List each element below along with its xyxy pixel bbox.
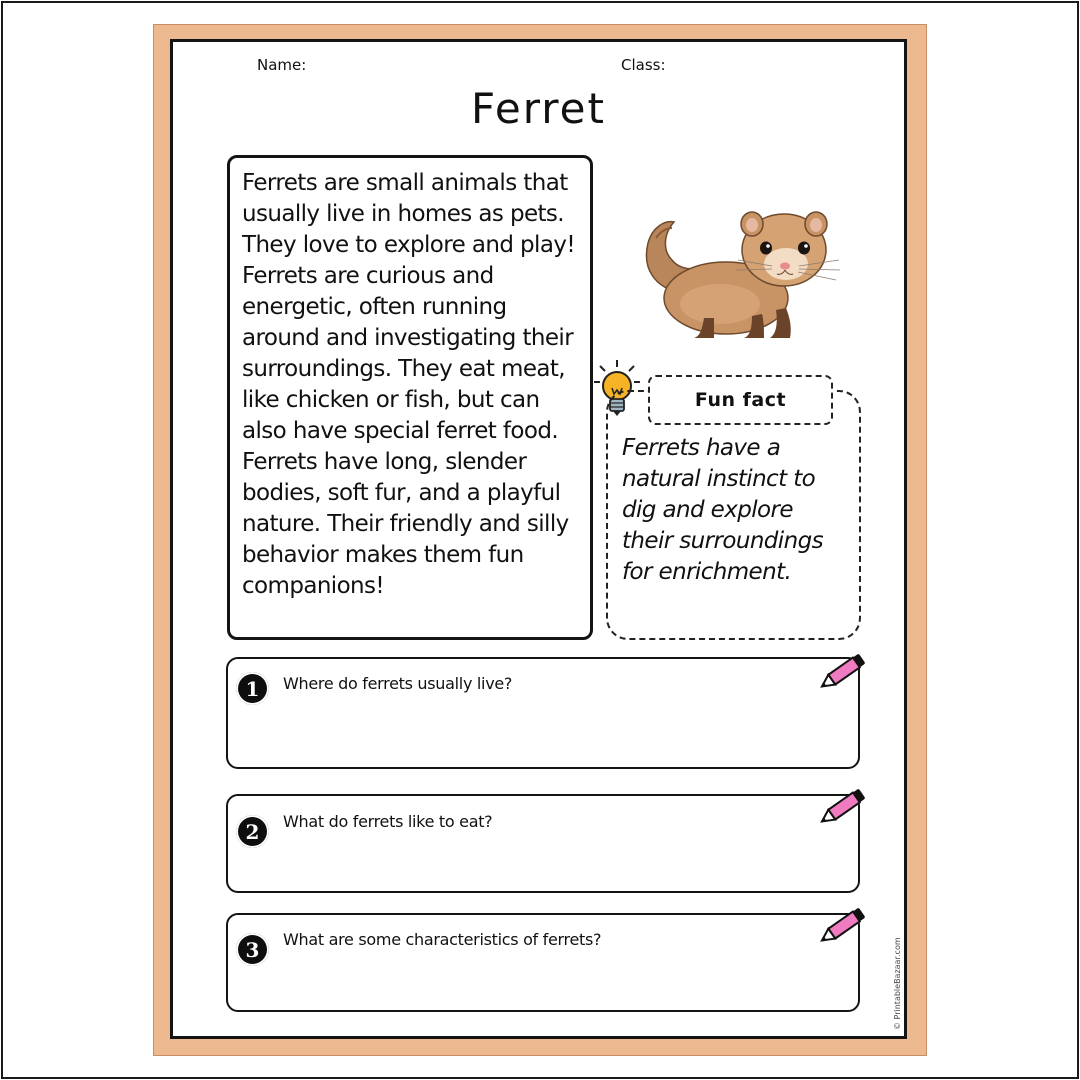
fun-fact-tab (648, 375, 833, 425)
class-label: Class: (621, 56, 666, 74)
pencil-icon (816, 904, 870, 950)
fun-fact-text: Ferrets have a natural instinct to dig and explore their surroundings for enrichment. (622, 435, 823, 585)
question-2-answer-box[interactable] (226, 794, 860, 893)
question-3-text: What are some characteristics of ferrets? (283, 930, 602, 949)
reading-passage-box (227, 155, 593, 640)
question-3-answer-box[interactable] (226, 913, 860, 1012)
name-label: Name: (257, 56, 307, 74)
question-3-number: 3 (236, 933, 269, 966)
copyright-credit: © PrintableBazaar.com (893, 937, 902, 1030)
question-1-number: 1 (236, 672, 269, 705)
fun-fact-label: Fun fact (694, 389, 787, 411)
question-2-text: What do ferrets like to eat? (283, 812, 493, 831)
page-title: Ferret (471, 84, 606, 133)
pencil-icon (816, 650, 870, 696)
reading-passage-text: Ferrets are small animals that usually live in homes as pets. They love to explore and play! Ferrets are curious and energetic, often running around and investigating their surroundings. They eat meat, like chicken or fish, but can also have special ferret food. Ferrets have long, slender bodies, soft fur, and a playful nature. Their friendly and silly behavior makes them fun companions! (242, 170, 575, 599)
question-2-number: 2 (236, 815, 269, 848)
ferret-illustration (634, 198, 844, 348)
pencil-icon (816, 785, 870, 831)
question-1-text: Where do ferrets usually live? (283, 674, 513, 693)
